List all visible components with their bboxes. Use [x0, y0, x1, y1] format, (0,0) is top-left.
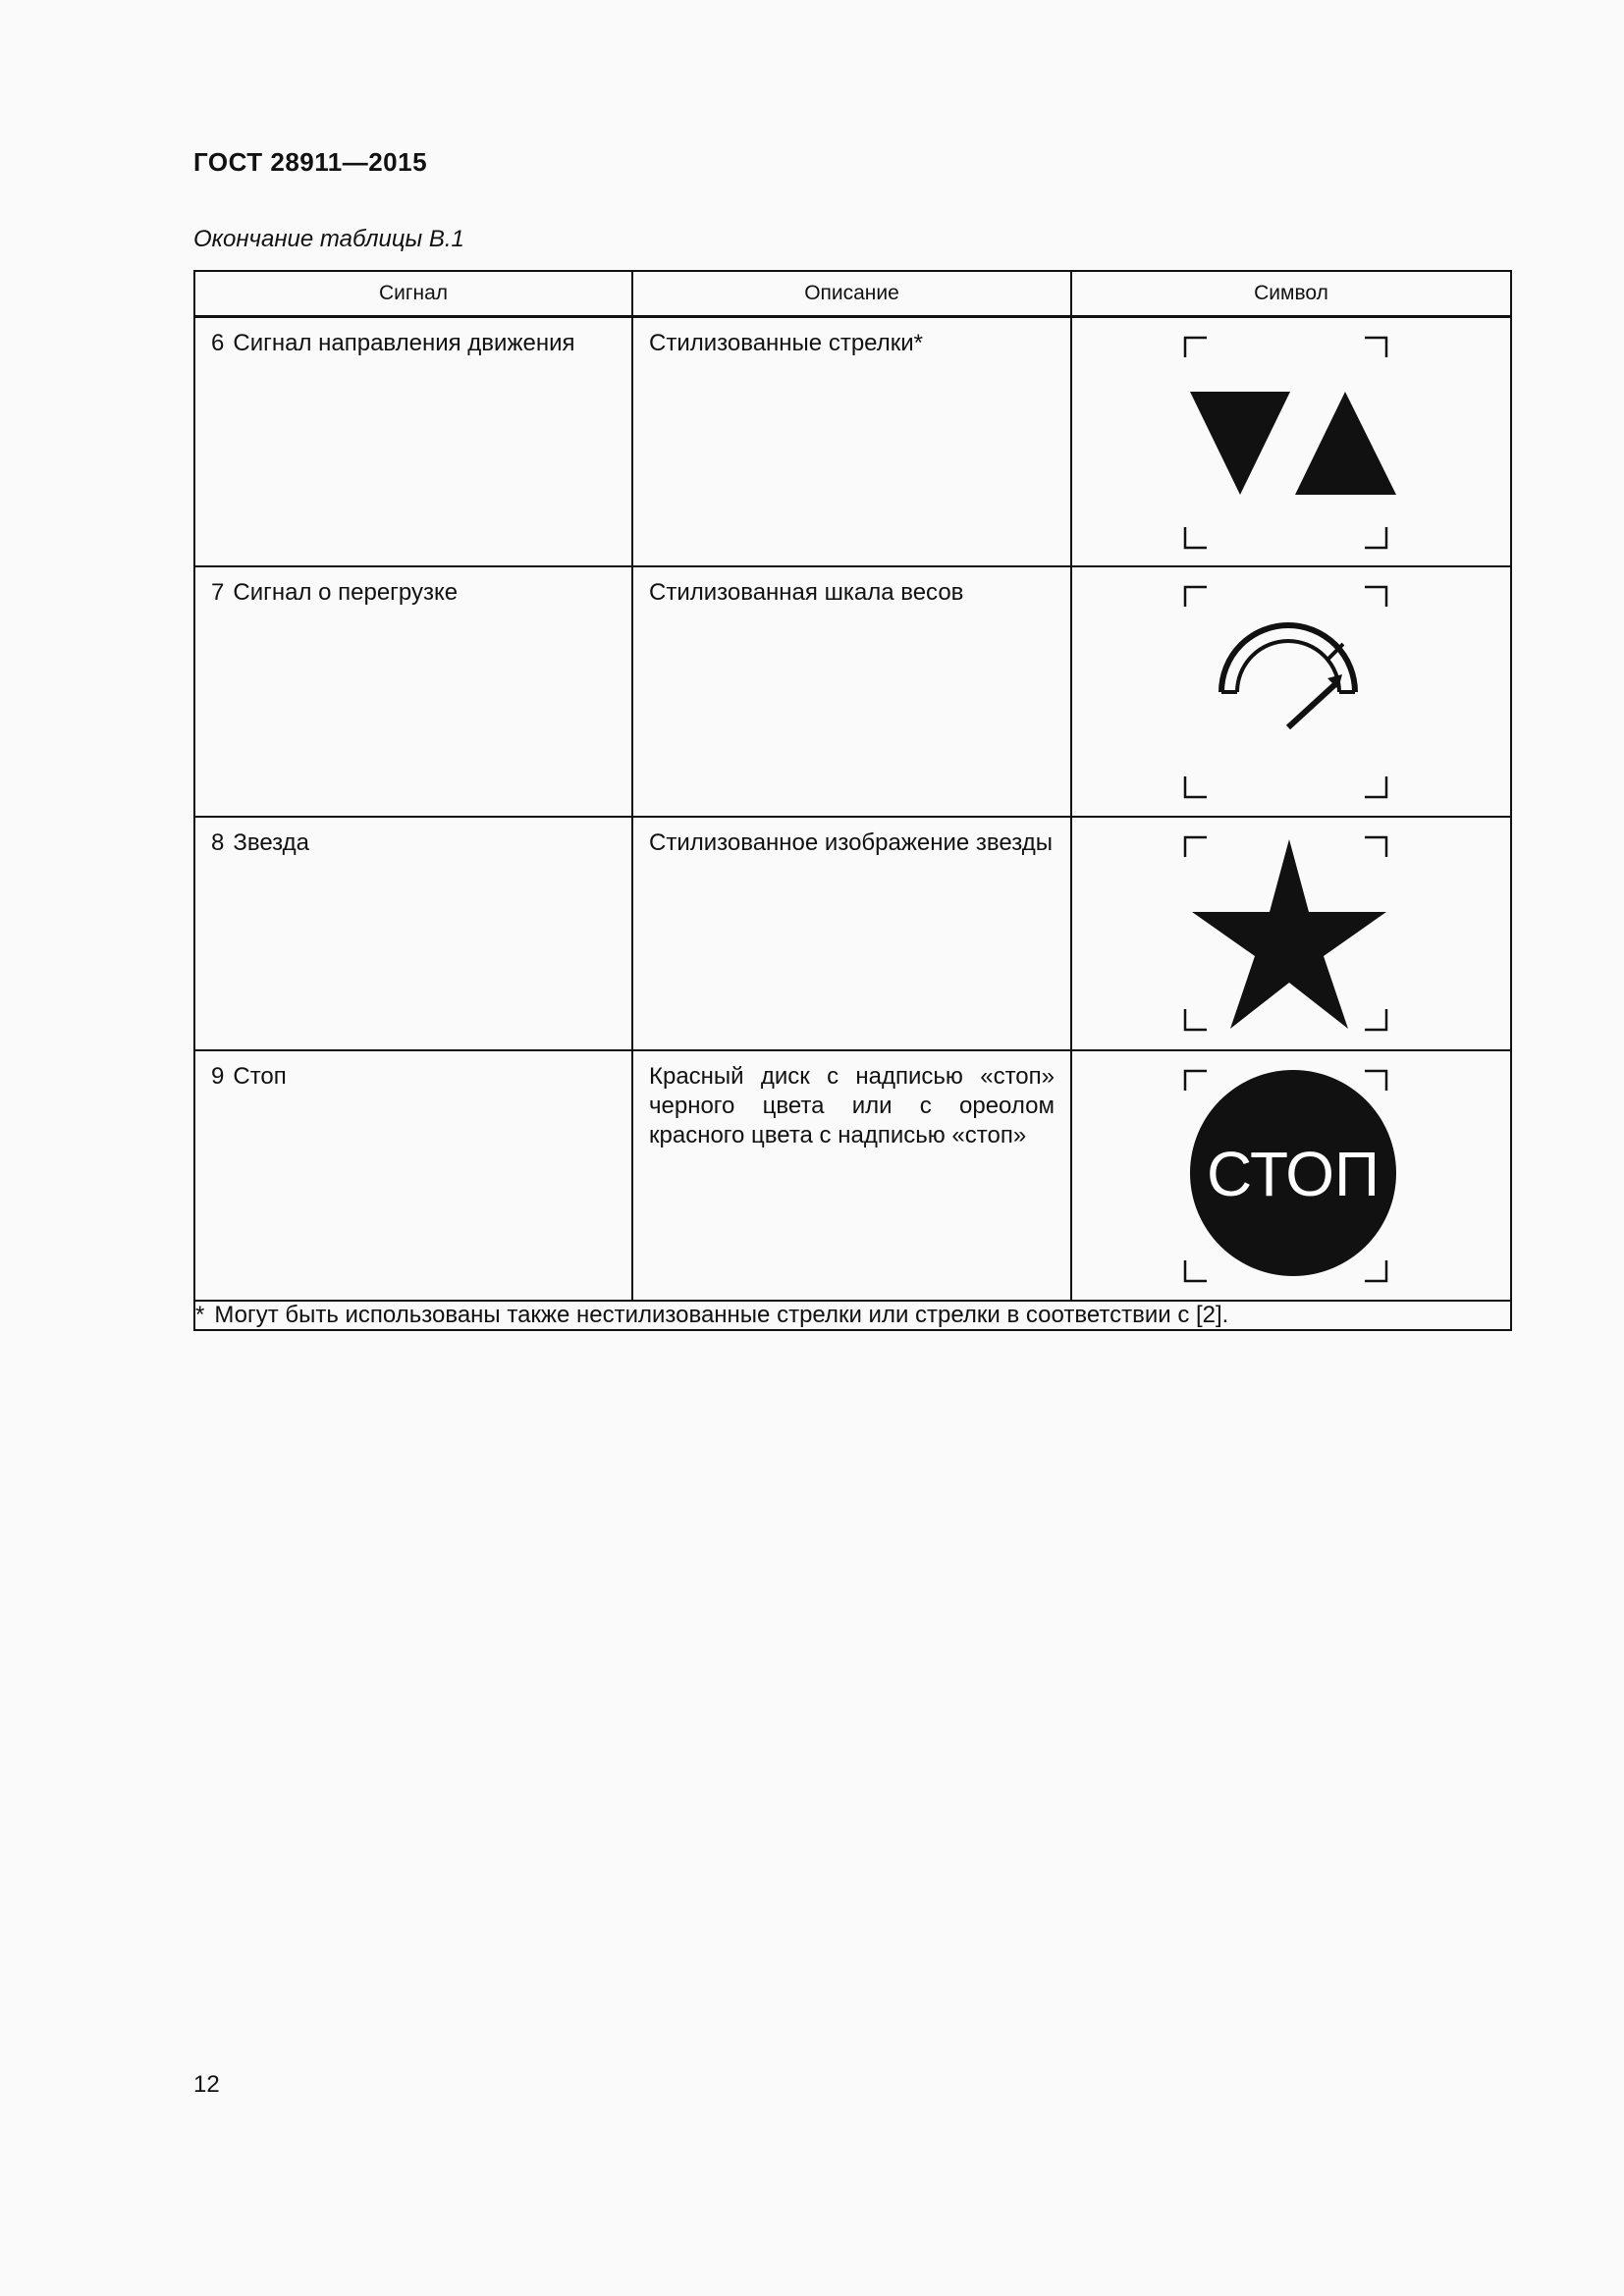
- page-number: 12: [193, 2071, 220, 2098]
- footnote-text: Могут быть использованы также нестилизованные стрелки или стрелки в соответствии с [2].: [214, 1302, 1229, 1328]
- stop-disc-label: СТОП: [1206, 1139, 1380, 1209]
- footnote-row: [194, 1301, 1511, 1330]
- symbol-cell: [1071, 317, 1511, 566]
- row-number: 7: [211, 579, 225, 606]
- column-header-signal: Сигнал: [194, 271, 632, 316]
- description-text: Стилизованное изображение звезды: [649, 829, 1053, 856]
- star-icon: [1072, 818, 1510, 1051]
- table-header-row: [194, 271, 1511, 316]
- column-header-symbol: Символ: [1071, 271, 1511, 316]
- signal-name: Сигнал направления движения: [233, 330, 575, 356]
- description-cell: [632, 1050, 1071, 1301]
- column-header-description: Описание: [632, 271, 1071, 316]
- signals-table: [193, 270, 1512, 1331]
- symbol-cell: [1071, 817, 1511, 1050]
- signal-name: Сигнал о перегрузке: [233, 579, 459, 606]
- description-cell: [632, 317, 1071, 566]
- stop-disc-icon: [1072, 1051, 1510, 1302]
- row-number: 8: [211, 829, 225, 856]
- signal-name: Звезда: [233, 829, 309, 856]
- table-row: [194, 1050, 1511, 1301]
- footnote-cell: [194, 1301, 1511, 1330]
- table-row: [194, 566, 1511, 817]
- symbol-cell: [1071, 566, 1511, 817]
- document-code: ГОСТ 28911—2015: [193, 147, 428, 177]
- description-text: Красный диск с надписью «стоп» черного цвета или с ореолом красного цвета с надписью «стоп»: [649, 1063, 1055, 1148]
- description-cell: [632, 566, 1071, 817]
- signal-cell: [194, 817, 632, 1050]
- overload-gauge-icon: [1072, 567, 1510, 818]
- table-caption: Окончание таблицы В.1: [193, 226, 464, 252]
- signal-cell: [194, 566, 632, 817]
- description-text: Стилизованная шкала весов: [649, 579, 964, 606]
- row-number: 6: [211, 330, 225, 356]
- symbol-cell: [1071, 1050, 1511, 1301]
- footnote-mark: *: [195, 1302, 205, 1328]
- direction-arrows-icon: [1072, 318, 1510, 567]
- signal-cell: [194, 317, 632, 566]
- table-row: [194, 817, 1511, 1050]
- description-cell: [632, 817, 1071, 1050]
- table-row: [194, 317, 1511, 566]
- signal-cell: [194, 1050, 632, 1301]
- signal-name: Стоп: [233, 1063, 287, 1090]
- row-number: 9: [211, 1063, 225, 1090]
- description-text: Стилизованные стрелки*: [649, 330, 923, 356]
